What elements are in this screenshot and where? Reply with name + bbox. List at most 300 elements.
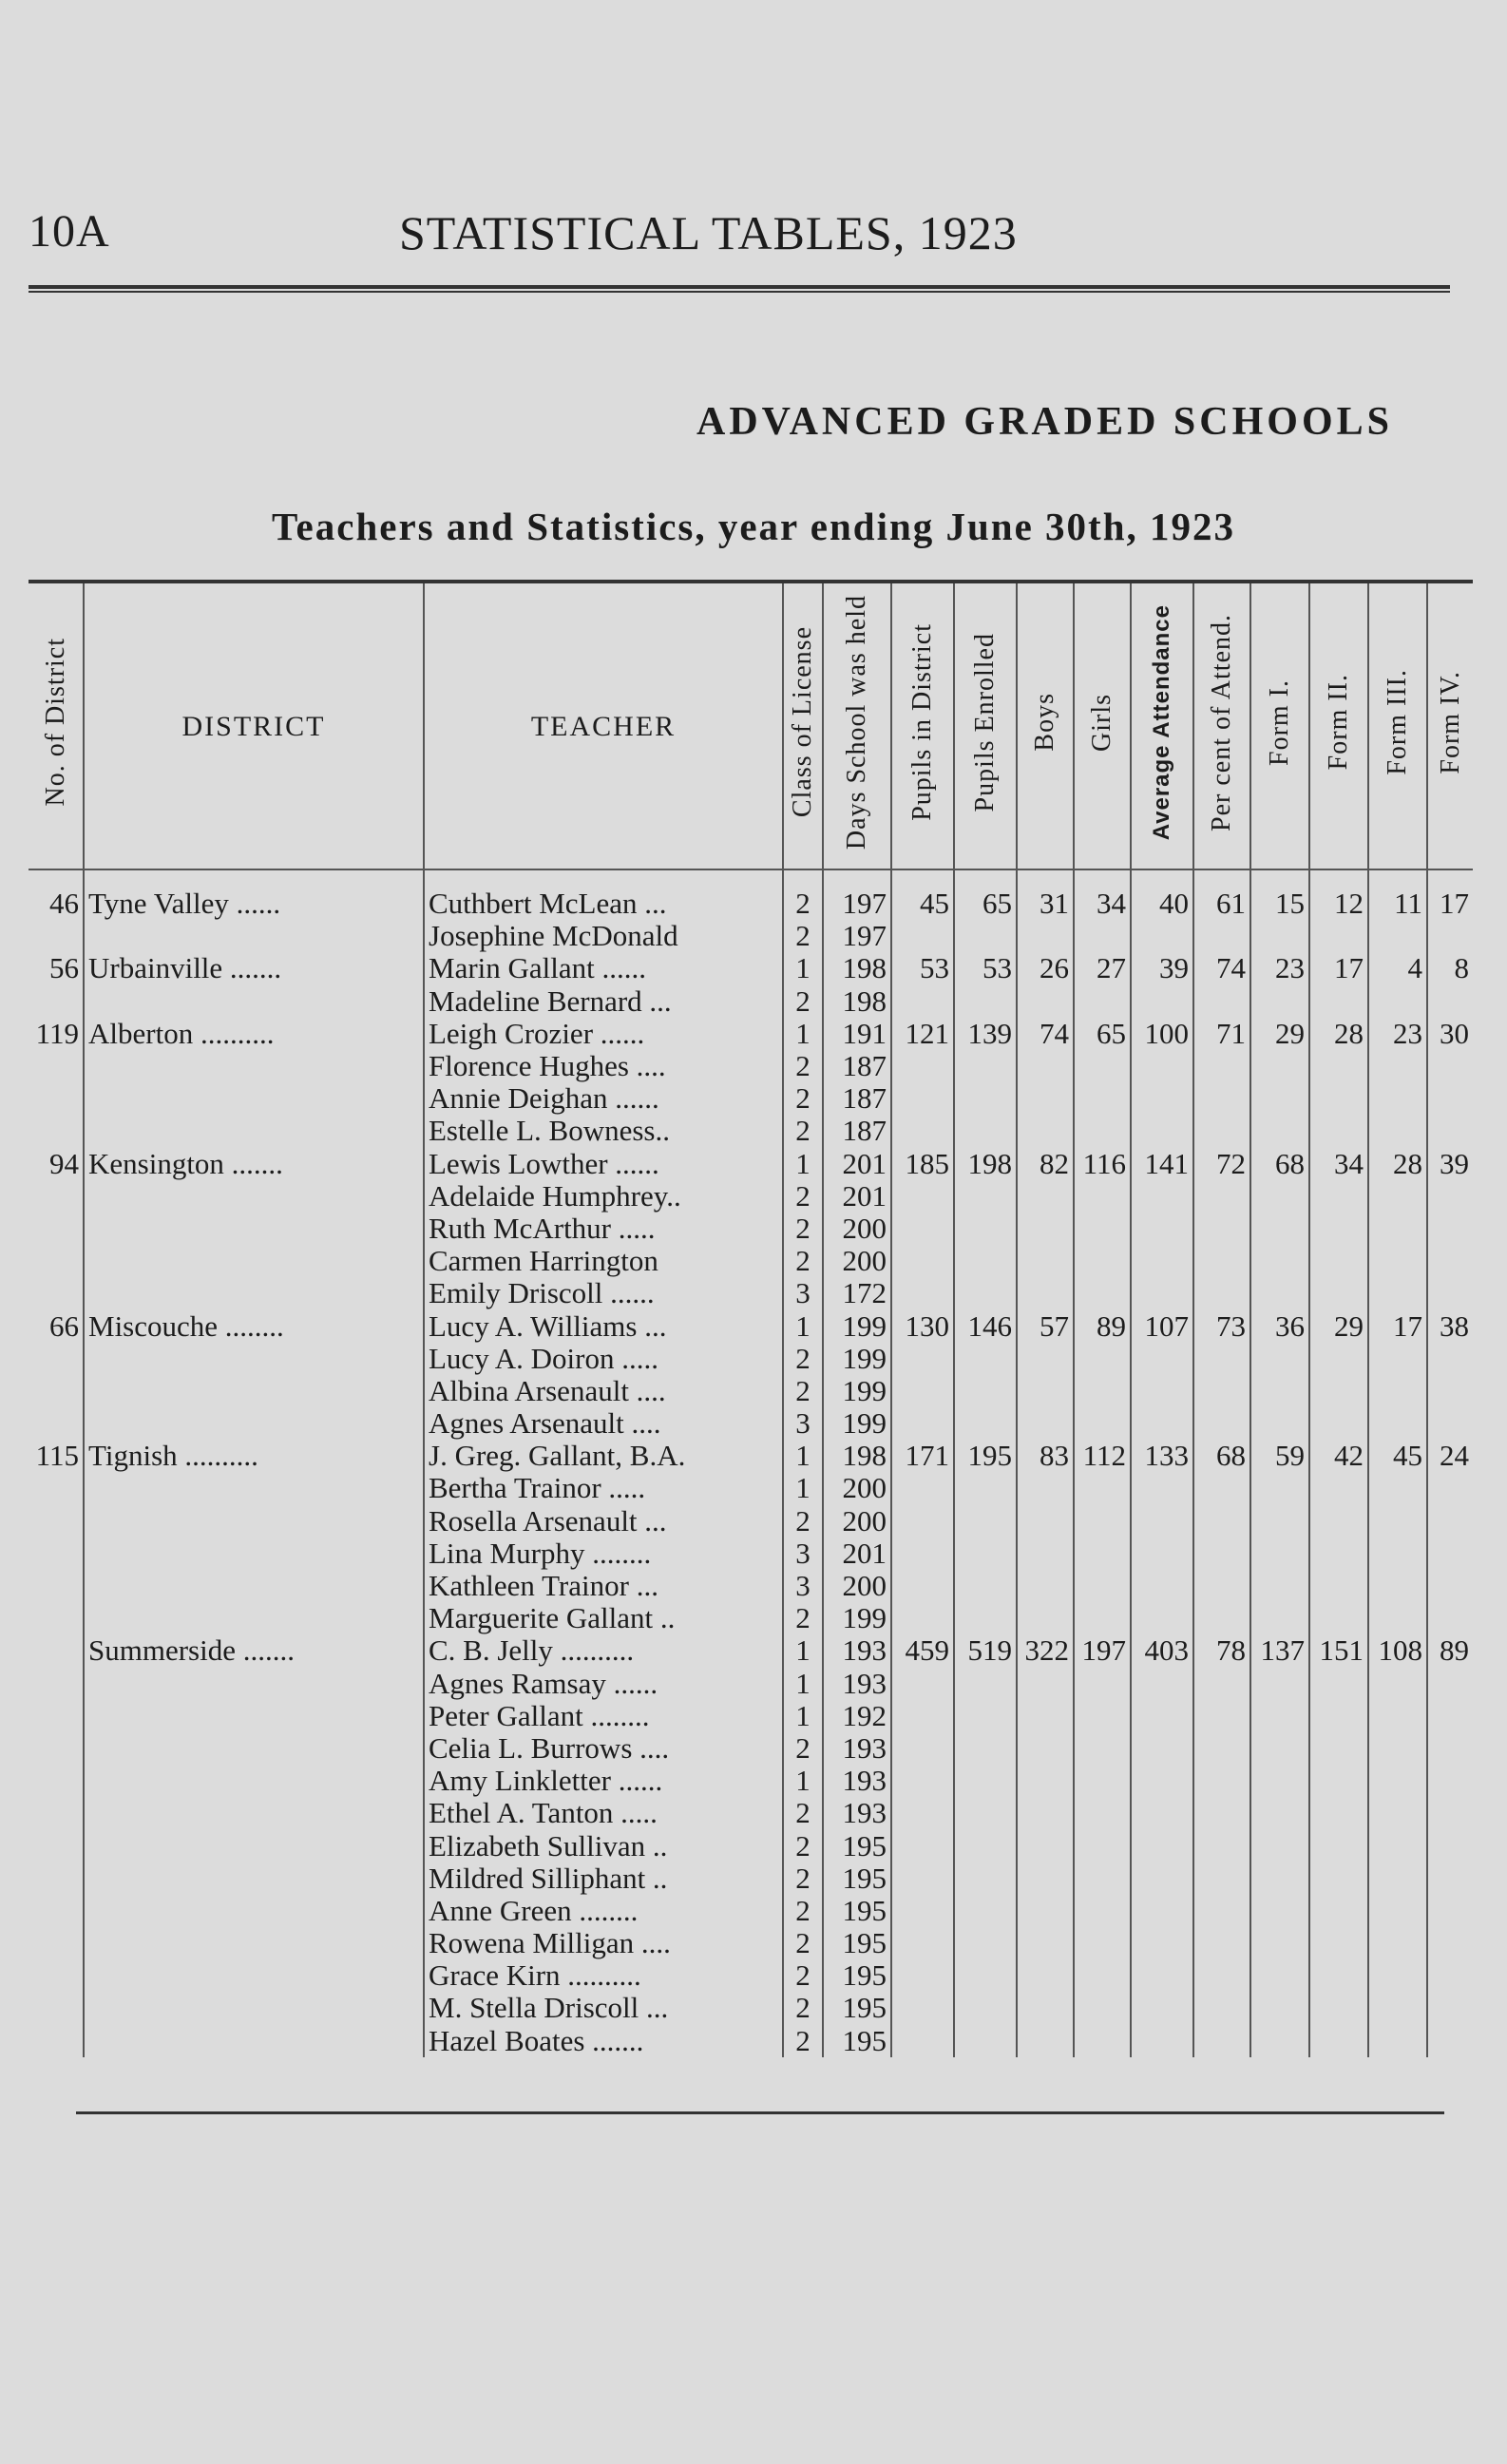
table-row bbox=[29, 1082, 1473, 1115]
cell-percent-attend bbox=[1193, 1375, 1250, 1407]
cell-form-3 bbox=[1368, 2025, 1427, 2057]
table-row bbox=[29, 1375, 1473, 1407]
cell-form-2 bbox=[1309, 1765, 1368, 1797]
cell-percent-attend: 68 bbox=[1193, 1440, 1250, 1472]
cell-pupils-in-district bbox=[891, 1050, 954, 1082]
cell-license-class: 2 bbox=[783, 1343, 823, 1375]
cell-district-no bbox=[29, 1668, 84, 1700]
table-row bbox=[29, 1829, 1473, 1862]
cell-girls: 65 bbox=[1074, 1018, 1131, 1050]
cell-boys bbox=[1017, 1082, 1074, 1115]
cell-form-2 bbox=[1309, 1407, 1368, 1440]
cell-district bbox=[84, 1277, 424, 1309]
cell-percent-attend bbox=[1193, 1700, 1250, 1732]
col-header-form-1: Form I. bbox=[1250, 582, 1309, 869]
cell-license-class: 2 bbox=[783, 985, 823, 1018]
cell-girls bbox=[1074, 1213, 1131, 1245]
cell-district-no bbox=[29, 1505, 84, 1538]
cell-teacher: Marin Gallant ...... bbox=[424, 952, 783, 984]
cell-pupils-enrolled bbox=[954, 1082, 1017, 1115]
cell-form-3: 11 bbox=[1368, 869, 1427, 920]
cell-district bbox=[84, 1180, 424, 1213]
cell-pupils-enrolled: 146 bbox=[954, 1309, 1017, 1342]
cell-boys bbox=[1017, 1375, 1074, 1407]
cell-district bbox=[84, 1570, 424, 1602]
cell-girls bbox=[1074, 1732, 1131, 1765]
cell-percent-attend: 61 bbox=[1193, 869, 1250, 920]
cell-form-4 bbox=[1427, 1895, 1473, 1927]
cell-form-2 bbox=[1309, 1862, 1368, 1895]
cell-girls bbox=[1074, 1959, 1131, 1992]
cell-district-no bbox=[29, 1375, 84, 1407]
table-row bbox=[29, 1343, 1473, 1375]
cell-pupils-in-district bbox=[891, 1213, 954, 1245]
cell-girls: 27 bbox=[1074, 952, 1131, 984]
cell-form-2 bbox=[1309, 1050, 1368, 1082]
cell-average-attendance: 107 bbox=[1131, 1309, 1193, 1342]
table-row bbox=[29, 1472, 1473, 1504]
cell-form-1 bbox=[1250, 1829, 1309, 1862]
cell-district: Kensington ....... bbox=[84, 1148, 424, 1180]
cell-form-4: 89 bbox=[1427, 1634, 1473, 1667]
cell-days-held: 200 bbox=[823, 1570, 891, 1602]
cell-days-held: 198 bbox=[823, 1440, 891, 1472]
cell-form-4 bbox=[1427, 985, 1473, 1018]
cell-form-4 bbox=[1427, 1505, 1473, 1538]
cell-license-class: 2 bbox=[783, 1992, 823, 2024]
cell-license-class: 1 bbox=[783, 1472, 823, 1504]
cell-form-1: 59 bbox=[1250, 1440, 1309, 1472]
cell-pupils-in-district bbox=[891, 985, 954, 1018]
cell-days-held: 193 bbox=[823, 1732, 891, 1765]
cell-form-3 bbox=[1368, 1927, 1427, 1959]
cell-percent-attend: 73 bbox=[1193, 1309, 1250, 1342]
col-header-teacher: TEACHER bbox=[424, 582, 783, 869]
cell-average-attendance bbox=[1131, 1375, 1193, 1407]
cell-average-attendance: 39 bbox=[1131, 952, 1193, 984]
cell-average-attendance bbox=[1131, 1407, 1193, 1440]
cell-license-class: 2 bbox=[783, 1927, 823, 1959]
cell-average-attendance bbox=[1131, 1213, 1193, 1245]
cell-form-1: 68 bbox=[1250, 1148, 1309, 1180]
cell-boys: 26 bbox=[1017, 952, 1074, 984]
cell-form-1 bbox=[1250, 1082, 1309, 1115]
cell-form-3 bbox=[1368, 1602, 1427, 1634]
cell-average-attendance bbox=[1131, 920, 1193, 952]
cell-pupils-in-district bbox=[891, 1180, 954, 1213]
cell-district bbox=[84, 1050, 424, 1082]
cell-form-3 bbox=[1368, 1082, 1427, 1115]
cell-days-held: 191 bbox=[823, 1018, 891, 1050]
cell-girls bbox=[1074, 1829, 1131, 1862]
cell-percent-attend bbox=[1193, 1992, 1250, 2024]
cell-form-1 bbox=[1250, 1992, 1309, 2024]
col-header-pupils-district: Pupils in District bbox=[891, 582, 954, 869]
cell-percent-attend: 72 bbox=[1193, 1148, 1250, 1180]
cell-girls bbox=[1074, 1505, 1131, 1538]
running-head bbox=[29, 198, 1454, 264]
cell-days-held: 198 bbox=[823, 985, 891, 1018]
cell-teacher: Ruth McArthur ..... bbox=[424, 1213, 783, 1245]
cell-form-4 bbox=[1427, 920, 1473, 952]
cell-pupils-enrolled bbox=[954, 1375, 1017, 1407]
table-row bbox=[29, 1668, 1473, 1700]
cell-form-3 bbox=[1368, 1538, 1427, 1570]
cell-form-1 bbox=[1250, 1407, 1309, 1440]
cell-boys bbox=[1017, 1602, 1074, 1634]
cell-teacher: Leigh Crozier ...... bbox=[424, 1018, 783, 1050]
cell-girls: 34 bbox=[1074, 869, 1131, 920]
cell-form-4 bbox=[1427, 1732, 1473, 1765]
cell-license-class: 2 bbox=[783, 1895, 823, 1927]
cell-license-class: 2 bbox=[783, 1375, 823, 1407]
cell-form-2 bbox=[1309, 2025, 1368, 2057]
table-row bbox=[29, 1245, 1473, 1277]
cell-form-1: 23 bbox=[1250, 952, 1309, 984]
cell-teacher: Peter Gallant ........ bbox=[424, 1700, 783, 1732]
cell-teacher: Lewis Lowther ...... bbox=[424, 1148, 783, 1180]
cell-form-4: 17 bbox=[1427, 869, 1473, 920]
cell-district bbox=[84, 1797, 424, 1829]
cell-district-no: 94 bbox=[49, 1146, 79, 1180]
table-row bbox=[29, 1992, 1473, 2024]
cell-district bbox=[84, 1959, 424, 1992]
cell-district-no bbox=[29, 1765, 84, 1797]
cell-license-class: 3 bbox=[783, 1570, 823, 1602]
cell-girls bbox=[1074, 1082, 1131, 1115]
cell-boys bbox=[1017, 1472, 1074, 1504]
cell-district: Urbainville ....... bbox=[84, 952, 424, 984]
table-row bbox=[29, 869, 1473, 920]
cell-days-held: 195 bbox=[823, 1992, 891, 2024]
cell-girls bbox=[1074, 1375, 1131, 1407]
table-row bbox=[29, 1407, 1473, 1440]
cell-form-3 bbox=[1368, 1829, 1427, 1862]
cell-boys bbox=[1017, 1992, 1074, 2024]
cell-form-3 bbox=[1368, 1895, 1427, 1927]
cell-average-attendance bbox=[1131, 1700, 1193, 1732]
cell-pupils-enrolled: 53 bbox=[954, 952, 1017, 984]
cell-teacher: Kathleen Trainor ... bbox=[424, 1570, 783, 1602]
cell-teacher: Grace Kirn .......... bbox=[424, 1959, 783, 1992]
cell-percent-attend bbox=[1193, 1245, 1250, 1277]
cell-days-held: 200 bbox=[823, 1472, 891, 1504]
cell-average-attendance bbox=[1131, 1765, 1193, 1797]
cell-pupils-enrolled bbox=[954, 1765, 1017, 1797]
cell-district: Tyne Valley ...... bbox=[84, 869, 424, 920]
cell-pupils-in-district bbox=[891, 1992, 954, 2024]
table-row bbox=[29, 985, 1473, 1018]
cell-average-attendance bbox=[1131, 1927, 1193, 1959]
cell-boys: 74 bbox=[1017, 1018, 1074, 1050]
cell-district-no bbox=[29, 1245, 84, 1277]
cell-days-held: 197 bbox=[823, 920, 891, 952]
cell-form-4 bbox=[1427, 1797, 1473, 1829]
cell-girls bbox=[1074, 920, 1131, 952]
cell-pupils-in-district bbox=[891, 1407, 954, 1440]
cell-form-2 bbox=[1309, 1245, 1368, 1277]
table-row bbox=[29, 1570, 1473, 1602]
cell-teacher: Albina Arsenault .... bbox=[424, 1375, 783, 1407]
cell-form-4 bbox=[1427, 2025, 1473, 2057]
cell-pupils-enrolled bbox=[954, 985, 1017, 1018]
cell-pupils-enrolled bbox=[954, 1277, 1017, 1309]
cell-pupils-in-district bbox=[891, 920, 954, 952]
cell-form-1 bbox=[1250, 1700, 1309, 1732]
cell-pupils-in-district bbox=[891, 1277, 954, 1309]
cell-days-held: 200 bbox=[823, 1245, 891, 1277]
cell-district bbox=[84, 1765, 424, 1797]
table-body bbox=[29, 869, 1473, 2057]
cell-pupils-in-district: 53 bbox=[891, 952, 954, 984]
cell-license-class: 1 bbox=[783, 1148, 823, 1180]
cell-district bbox=[84, 1992, 424, 2024]
cell-boys bbox=[1017, 1570, 1074, 1602]
cell-form-1 bbox=[1250, 1959, 1309, 1992]
cell-form-2: 17 bbox=[1309, 952, 1368, 984]
cell-form-2 bbox=[1309, 920, 1368, 952]
cell-percent-attend bbox=[1193, 1862, 1250, 1895]
cell-average-attendance bbox=[1131, 1959, 1193, 1992]
cell-boys bbox=[1017, 1862, 1074, 1895]
cell-district-no bbox=[29, 1732, 84, 1765]
cell-form-2 bbox=[1309, 1927, 1368, 1959]
cell-pupils-in-district bbox=[891, 1797, 954, 1829]
cell-percent-attend bbox=[1193, 1765, 1250, 1797]
cell-form-4 bbox=[1427, 1927, 1473, 1959]
cell-form-3: 45 bbox=[1368, 1440, 1427, 1472]
cell-pupils-enrolled bbox=[954, 1992, 1017, 2024]
cell-form-1 bbox=[1250, 1050, 1309, 1082]
cell-form-4 bbox=[1427, 1245, 1473, 1277]
cell-pupils-enrolled bbox=[954, 1732, 1017, 1765]
cell-form-4 bbox=[1427, 1765, 1473, 1797]
cell-boys bbox=[1017, 1115, 1074, 1147]
cell-teacher: Annie Deighan ...... bbox=[424, 1082, 783, 1115]
cell-form-3 bbox=[1368, 1700, 1427, 1732]
col-header-pupils-enrolled: Pupils Enrolled bbox=[954, 582, 1017, 869]
cell-form-1 bbox=[1250, 1277, 1309, 1309]
cell-girls: 89 bbox=[1074, 1309, 1131, 1342]
cell-form-1 bbox=[1250, 1927, 1309, 1959]
cell-boys bbox=[1017, 985, 1074, 1018]
cell-form-2 bbox=[1309, 1082, 1368, 1115]
cell-form-1: 137 bbox=[1250, 1634, 1309, 1667]
cell-pupils-in-district bbox=[891, 1245, 954, 1277]
cell-days-held: 201 bbox=[823, 1538, 891, 1570]
cell-district bbox=[84, 1505, 424, 1538]
table-bottom-rule bbox=[76, 2111, 1444, 2114]
cell-percent-attend bbox=[1193, 920, 1250, 952]
cell-license-class: 1 bbox=[783, 1668, 823, 1700]
cell-girls bbox=[1074, 1602, 1131, 1634]
cell-pupils-in-district bbox=[891, 1959, 954, 1992]
cell-form-3 bbox=[1368, 1505, 1427, 1538]
cell-form-3 bbox=[1368, 1375, 1427, 1407]
cell-district-no bbox=[29, 1407, 84, 1440]
cell-district-no bbox=[29, 1797, 84, 1829]
cell-girls bbox=[1074, 1277, 1131, 1309]
cell-form-4: 38 bbox=[1427, 1309, 1473, 1342]
cell-pupils-in-district: 171 bbox=[891, 1440, 954, 1472]
cell-district bbox=[84, 1700, 424, 1732]
cell-teacher: J. Greg. Gallant, B.A. bbox=[424, 1440, 783, 1472]
cell-pupils-in-district bbox=[891, 1895, 954, 1927]
cell-pupils-enrolled bbox=[954, 1927, 1017, 1959]
table-row bbox=[29, 1538, 1473, 1570]
cell-percent-attend bbox=[1193, 1472, 1250, 1504]
cell-license-class: 2 bbox=[783, 1082, 823, 1115]
cell-form-1 bbox=[1250, 1668, 1309, 1700]
cell-district-no bbox=[29, 1343, 84, 1375]
cell-teacher: Emily Driscoll ...... bbox=[424, 1277, 783, 1309]
cell-days-held: 193 bbox=[823, 1634, 891, 1667]
cell-pupils-enrolled bbox=[954, 1538, 1017, 1570]
table-row bbox=[29, 1895, 1473, 1927]
cell-boys bbox=[1017, 1505, 1074, 1538]
cell-days-held: 187 bbox=[823, 1082, 891, 1115]
cell-days-held: 187 bbox=[823, 1115, 891, 1147]
cell-district-no bbox=[29, 1862, 84, 1895]
cell-form-2: 151 bbox=[1309, 1634, 1368, 1667]
cell-form-3 bbox=[1368, 1213, 1427, 1245]
cell-license-class: 2 bbox=[783, 920, 823, 952]
cell-girls: 112 bbox=[1074, 1440, 1131, 1472]
cell-pupils-enrolled bbox=[954, 920, 1017, 952]
running-title: STATISTICAL TABLES, 1923 bbox=[399, 206, 1018, 259]
cell-license-class: 1 bbox=[783, 1634, 823, 1667]
cell-license-class: 2 bbox=[783, 1180, 823, 1213]
cell-days-held: 187 bbox=[823, 1050, 891, 1082]
cell-average-attendance bbox=[1131, 1797, 1193, 1829]
cell-teacher: Estelle L. Bowness.. bbox=[424, 1115, 783, 1147]
cell-girls bbox=[1074, 2025, 1131, 2057]
cell-days-held: 199 bbox=[823, 1309, 891, 1342]
cell-pupils-in-district bbox=[891, 1343, 954, 1375]
cell-pupils-in-district: 121 bbox=[891, 1018, 954, 1050]
cell-percent-attend bbox=[1193, 1213, 1250, 1245]
cell-days-held: 192 bbox=[823, 1700, 891, 1732]
cell-boys bbox=[1017, 1668, 1074, 1700]
cell-form-2: 29 bbox=[1309, 1309, 1368, 1342]
cell-pupils-enrolled bbox=[954, 1472, 1017, 1504]
cell-form-4: 30 bbox=[1427, 1018, 1473, 1050]
cell-teacher: M. Stella Driscoll ... bbox=[424, 1992, 783, 2024]
cell-form-2 bbox=[1309, 1538, 1368, 1570]
cell-days-held: 199 bbox=[823, 1375, 891, 1407]
cell-boys: 31 bbox=[1017, 869, 1074, 920]
cell-district: Tignish .......... bbox=[84, 1440, 424, 1472]
cell-days-held: 198 bbox=[823, 952, 891, 984]
cell-percent-attend bbox=[1193, 1082, 1250, 1115]
cell-pupils-enrolled bbox=[954, 1505, 1017, 1538]
col-header-form-3: Form III. bbox=[1368, 582, 1427, 869]
cell-girls bbox=[1074, 1245, 1131, 1277]
cell-license-class: 2 bbox=[783, 1862, 823, 1895]
cell-form-3 bbox=[1368, 985, 1427, 1018]
cell-pupils-enrolled bbox=[954, 1213, 1017, 1245]
cell-teacher: Agnes Arsenault .... bbox=[424, 1407, 783, 1440]
cell-percent-attend bbox=[1193, 985, 1250, 1018]
cell-district-no bbox=[29, 1959, 84, 1992]
cell-percent-attend bbox=[1193, 1050, 1250, 1082]
cell-district-no bbox=[29, 1829, 84, 1862]
cell-days-held: 195 bbox=[823, 1959, 891, 1992]
cell-form-3 bbox=[1368, 1115, 1427, 1147]
table-row bbox=[29, 1505, 1473, 1538]
table-row bbox=[29, 1959, 1473, 1992]
cell-percent-attend: 71 bbox=[1193, 1018, 1250, 1050]
cell-boys bbox=[1017, 1407, 1074, 1440]
table-row bbox=[29, 920, 1473, 952]
cell-pupils-enrolled: 519 bbox=[954, 1634, 1017, 1667]
page-number: 10A bbox=[29, 206, 110, 257]
cell-form-4 bbox=[1427, 1277, 1473, 1309]
cell-teacher: Hazel Boates ....... bbox=[424, 2025, 783, 2057]
cell-form-2 bbox=[1309, 1829, 1368, 1862]
cell-form-2: 28 bbox=[1309, 1018, 1368, 1050]
cell-district-no bbox=[29, 1700, 84, 1732]
cell-form-3 bbox=[1368, 1862, 1427, 1895]
cell-days-held: 195 bbox=[823, 2025, 891, 2057]
cell-pupils-enrolled bbox=[954, 1700, 1017, 1732]
cell-teacher: Florence Hughes .... bbox=[424, 1050, 783, 1082]
cell-form-1 bbox=[1250, 1375, 1309, 1407]
cell-teacher: Lucy A. Williams ... bbox=[424, 1309, 783, 1342]
table-row bbox=[29, 1862, 1473, 1895]
cell-district-no bbox=[29, 1538, 84, 1570]
col-header-no: No. of District bbox=[40, 638, 70, 807]
cell-district-no bbox=[29, 1895, 84, 1927]
cell-days-held: 200 bbox=[823, 1213, 891, 1245]
cell-percent-attend bbox=[1193, 1602, 1250, 1634]
cell-pupils-in-district bbox=[891, 1862, 954, 1895]
cell-average-attendance bbox=[1131, 1829, 1193, 1862]
cell-form-1 bbox=[1250, 1115, 1309, 1147]
cell-form-3 bbox=[1368, 1180, 1427, 1213]
cell-average-attendance bbox=[1131, 1343, 1193, 1375]
cell-average-attendance bbox=[1131, 1082, 1193, 1115]
cell-district-no bbox=[29, 1472, 84, 1504]
table-header-row bbox=[29, 582, 1473, 869]
cell-license-class: 2 bbox=[783, 1797, 823, 1829]
cell-license-class: 2 bbox=[783, 869, 823, 920]
cell-license-class: 1 bbox=[783, 1765, 823, 1797]
cell-form-4 bbox=[1427, 1992, 1473, 2024]
cell-form-1 bbox=[1250, 1505, 1309, 1538]
cell-license-class: 2 bbox=[783, 1732, 823, 1765]
cell-boys bbox=[1017, 1927, 1074, 1959]
cell-form-4 bbox=[1427, 1115, 1473, 1147]
cell-form-4 bbox=[1427, 1862, 1473, 1895]
cell-form-3 bbox=[1368, 1765, 1427, 1797]
table-row bbox=[29, 1309, 1473, 1342]
cell-form-4 bbox=[1427, 1959, 1473, 1992]
cell-license-class: 3 bbox=[783, 1407, 823, 1440]
cell-boys bbox=[1017, 1343, 1074, 1375]
cell-form-4 bbox=[1427, 1829, 1473, 1862]
table-row bbox=[29, 1700, 1473, 1732]
cell-district-no bbox=[29, 1082, 84, 1115]
cell-pupils-in-district bbox=[891, 1115, 954, 1147]
cell-form-1 bbox=[1250, 1213, 1309, 1245]
cell-form-3 bbox=[1368, 1732, 1427, 1765]
cell-district-no bbox=[29, 1927, 84, 1959]
cell-pupils-enrolled bbox=[954, 1895, 1017, 1927]
cell-pupils-enrolled: 65 bbox=[954, 869, 1017, 920]
cell-form-3: 108 bbox=[1368, 1634, 1427, 1667]
cell-girls bbox=[1074, 1538, 1131, 1570]
